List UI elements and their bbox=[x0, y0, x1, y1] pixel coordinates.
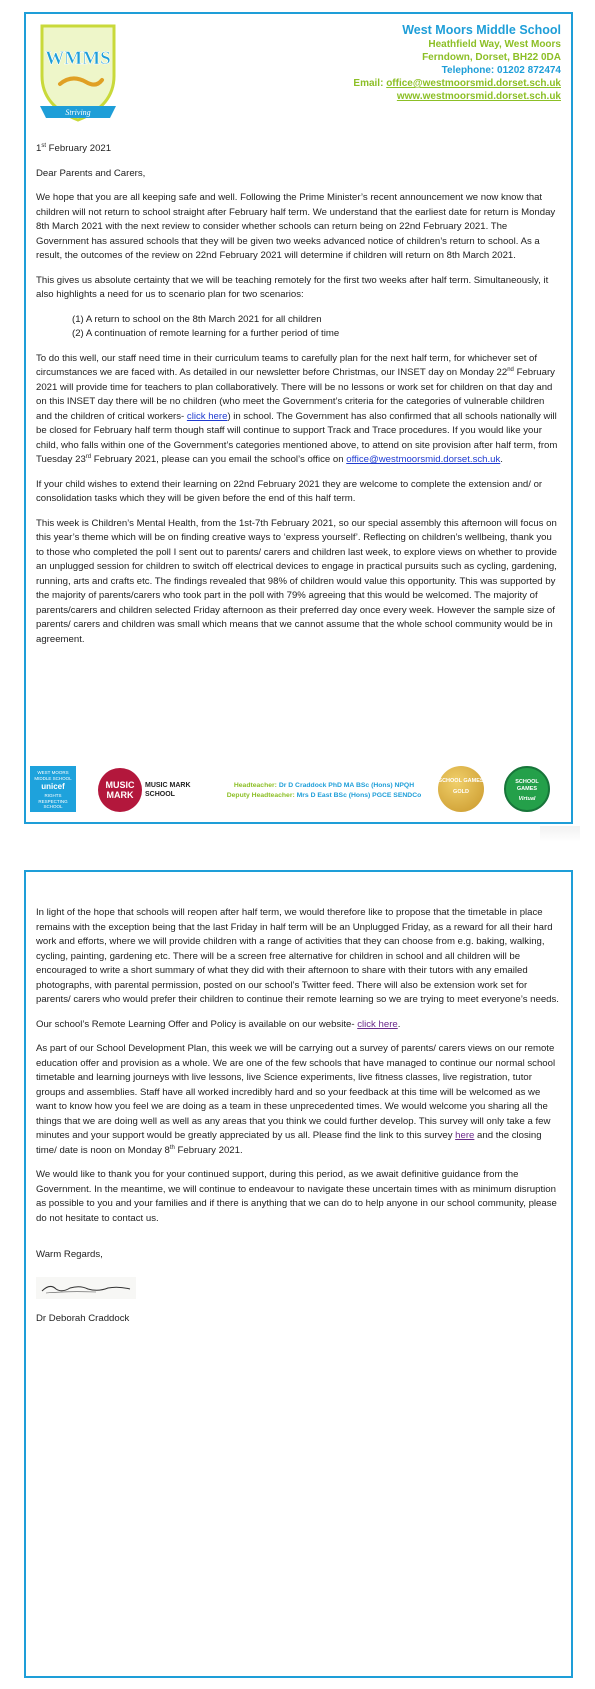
closing: Warm Regards, bbox=[36, 1249, 103, 1260]
paragraph-1: We hope that you are all keeping safe and well. Following the Prime Minister’s recent announcement we now know that children will not return to school straight after February half term. We understand that the earliest date for return is Monday 8th March 2021 with the next review to consider whether schools can return being on 22nd February 2021. The Government has assured schools that they will be given two weeks advanced notice of children’s return to school. As a result, the outcomes of the review on 22nd February 2021 will determine if children will return on 8th March 2021. bbox=[36, 192, 556, 261]
staff-credits: Headteacher: Dr D Craddock PhD MA BSc (Hons) NPQH Deputy Headteacher: Mrs D East BSc (Hons) PGCE SENDCo bbox=[226, 782, 422, 799]
scenario-list bbox=[36, 313, 561, 342]
music-mark-school-text: MUSIC MARK SCHOOL bbox=[145, 782, 191, 798]
date-sup: st bbox=[41, 142, 47, 149]
address-line-1: Heathfield Way, West Moors bbox=[428, 39, 561, 50]
music-mark-logo: MUSIC MARK bbox=[98, 768, 142, 812]
scenario-item: (1) A return to school on the 8th March 2021 for all children bbox=[72, 313, 322, 325]
survey-link[interactable]: here bbox=[455, 1130, 475, 1141]
email-line bbox=[353, 77, 561, 90]
logo-banner: Striving bbox=[65, 108, 91, 117]
paragraph-6: In light of the hope that schools will reopen after half term, we would therefore like to propose that the timetable in place remains with the exception being that the last Friday in half term will be an Unplugged Friday, as a reward for all their hard work and efforts, where we will provide children with a range of activities that they can choose from e.g. baking, walking, cycling, painting, gardening etc. There will be a screen free alternative for children in school and all children will be encouraged to write a short summary of what they did with their afternoon to share with their tutors with any emailed photographs, with parental permission, posted on our school’s Twitter feed. There will also be extension work set for parents/ carers who would prefer their children to continue their remote learning so we are trying to meet everyone’s needs. bbox=[36, 907, 559, 1005]
letter-body-page-2 bbox=[36, 906, 561, 1337]
page-shadow bbox=[540, 826, 580, 842]
office-email-link[interactable]: office@westmoorsmid.dorset.sch.uk bbox=[346, 454, 501, 465]
school-games-gold-badge: SCHOOL GAMES GOLD bbox=[438, 766, 484, 812]
remote-learning-link[interactable]: click here bbox=[357, 1018, 398, 1030]
letter-body-page-1 bbox=[36, 142, 561, 657]
critical-workers-link[interactable]: click here bbox=[186, 410, 228, 422]
website-link[interactable]: www.westmoorsmid.dorset.sch.uk bbox=[396, 91, 561, 102]
date-day: 1 bbox=[36, 143, 42, 154]
logo-text: WMMS bbox=[45, 48, 111, 69]
scenario-item: (2) A continuation of remote learning for a further period of time bbox=[72, 328, 340, 339]
paragraph-7: Our school’s Remote Learning Offer and Policy is available on our website- click here. bbox=[36, 1018, 401, 1030]
paragraph-4: If your child wishes to extend their learning on 22nd February 2021 they are welcome to complete the extension and/ or consolidation tasks which they will be given before the end of this half term. bbox=[36, 478, 543, 504]
paragraph-9: We would like to thank you for your continued support, during this period, as we await definitive guidance from the Government. In the meantime, we will continue to endeavour to navigate these uncertain times with as minimum disruption as possible to you and your families and if there is anything that we can do to help anyone in our school community, please do not hesitate to contact us. bbox=[36, 1169, 557, 1224]
letter-page-2 bbox=[24, 870, 573, 1678]
paragraph-2: This gives us absolute certainty that we will be teaching remotely for the first two weeks after half term. Simultaneously, it also highlights a need for us to scenario plan for two scenarios: bbox=[36, 274, 549, 300]
address-line-2: Ferndown, Dorset, BH22 0DA bbox=[422, 52, 561, 63]
paragraph-8: As part of our School Development Plan, this week we will be carrying out a survey of parents/ carers views on our remote education offer and provision as a whole. We are one of the few schools that have managed to continue our normal school timetable and learning journeys with live lessons, live Science experiments, live fitness classes, live registration, tutor groups and assemblies. Staff have all worked incredibly hard and so your feedback at this time will be welcomed as we want to know how you feel we are doing as a team in these unprecedented times. We would welcome you sharing all the things that we are doing well as well as any areas that you think we could further develop. This survey will only take a few minutes and your support would be greatly appreciated by us all. Please find the link to this survey here and the closing time/ date is noon on Monday 8th February 2021. bbox=[36, 1043, 556, 1156]
salutation: Dear Parents and Carers, bbox=[36, 167, 146, 179]
telephone: Telephone: 01202 872474 bbox=[441, 65, 561, 76]
signatory: Dr Deborah Craddock bbox=[36, 1313, 130, 1324]
school-crest-logo bbox=[32, 20, 124, 128]
email-label: Email: bbox=[353, 78, 387, 89]
date-rest: February 2021 bbox=[46, 143, 112, 154]
rights-respecting-badge: WEST MOORS MIDDLE SCHOOL unicef RIGHTS RESPECTING SCHOOL bbox=[30, 766, 76, 812]
signature-image bbox=[36, 1277, 136, 1299]
school-contact-block bbox=[353, 22, 561, 103]
paragraph-5: This week is Children’s Mental Health, from the 1st-7th February 2021, so our special assembly this afternoon will focus on this year’s theme which will be on finding creative ways to ‘express yourself’. Reflecting on children’s wellbeing, thank you to those who completed the poll I sent out to parents/ carers and children last week, to explore views on whether to provide an unplugged session for children to switch off electrical devices to engage in practical pursuits such as cycling, gardening, running, arts and crafts etc. The findings revealed that 98% of children would value this opportunity. This was supported by the majority of parents/carers who took part in the poll with 79% agreeing that this would be welcomed. The majority of parents/carers and children selected Friday afternoon as their preferred day once every week. However the sample size of parents/ carers and children was small which means that we cannot assume that the whole school community would be in agreement. bbox=[36, 517, 558, 645]
email-link[interactable]: office@westmoorsmid.dorset.sch.uk bbox=[386, 78, 561, 89]
school-games-virtual-badge: SCHOOL GAMES Virtual bbox=[504, 766, 550, 812]
letter-footer bbox=[26, 766, 571, 822]
paragraph-3: To do this well, our staff need time in their curriculum teams to carefully plan for the next half term, for whichever set of circumstances we are faced with. As detailed in our newsletter before Christmas, our INSET day on Monday 22nd February 2021 will provide time for teachers to plan collaboratively. There will be no lessons or work set for children on that day and on this INSET day there will be no children (who meet the Government’s criteria for the categories of vulnerable children and the children of critical workers- click here) in school. The Government has also confirmed that all schools nationally will be closed for February half term though staff will continue to support Track and Trace procedures. If you would like your child, who falls within one of the Government’s categories mentioned above, to attend on site provision after half term, from Tuesday 23rd February 2021, please can you email the school’s office on office@westmoorsmid.dorset.sch.uk. bbox=[36, 352, 558, 465]
letter-page-1 bbox=[24, 12, 573, 824]
school-name: West Moors Middle School bbox=[402, 23, 561, 37]
letter-date bbox=[36, 142, 561, 157]
